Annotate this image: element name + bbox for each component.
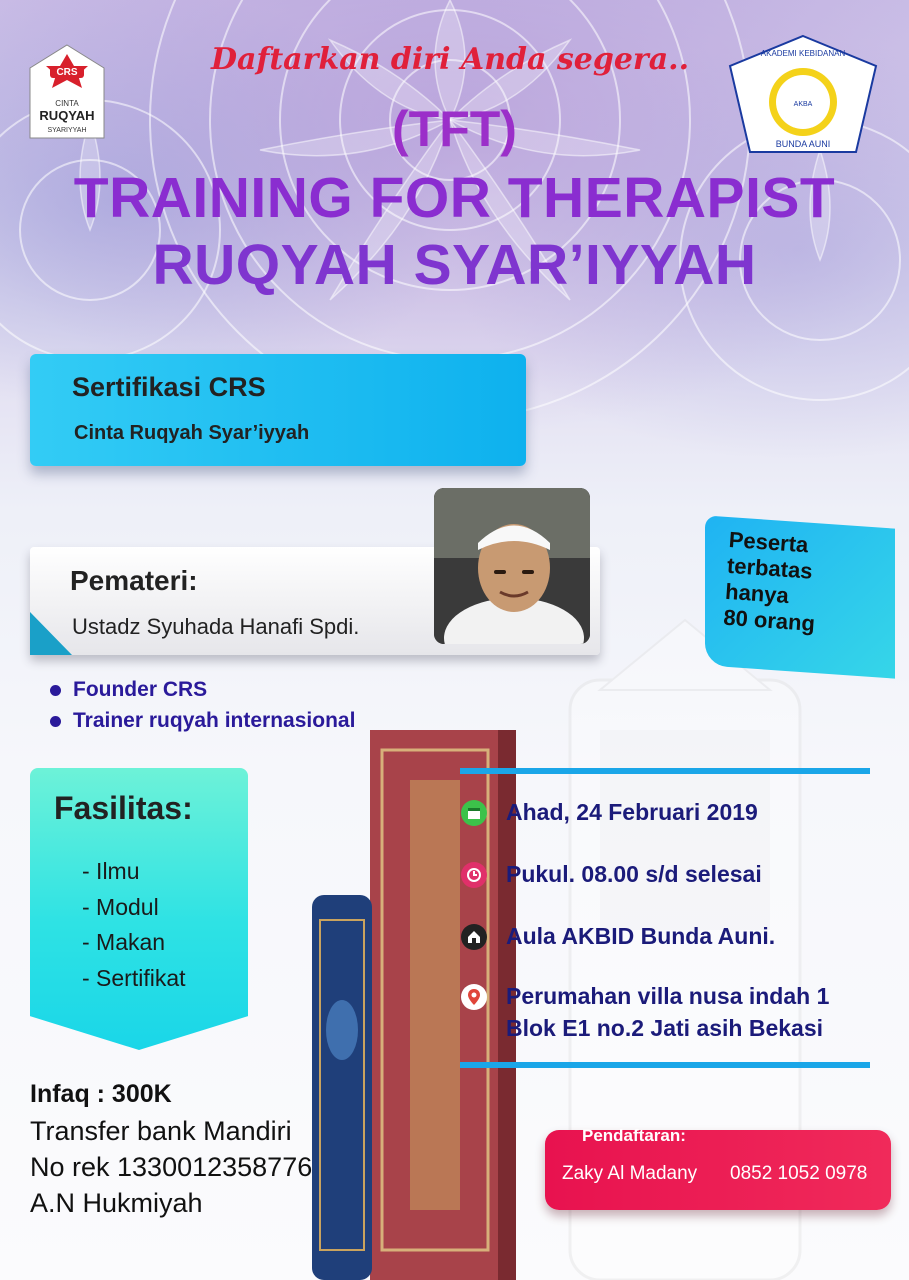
facility-item: - Modul bbox=[82, 894, 159, 920]
main-title-line1: TRAINING FOR THERAPIST bbox=[73, 166, 836, 230]
bullet-dot-icon bbox=[50, 716, 61, 727]
account-number: No rek 1330012358776 bbox=[30, 1152, 313, 1182]
facility-item: - Makan bbox=[82, 929, 166, 955]
acronym-title: (TFT) bbox=[392, 101, 517, 157]
facility-item: - Sertifikat bbox=[82, 965, 186, 991]
certification-banner bbox=[30, 354, 526, 466]
capacity-text bbox=[723, 527, 880, 641]
registration-phone: 0852 1052 0978 bbox=[730, 1163, 868, 1184]
speaker-role-text: Trainer ruqyah internasional bbox=[73, 709, 356, 732]
registration-contact: Zaky Al Madany bbox=[562, 1163, 698, 1184]
tagline: Daftarkan diri Anda segera.. bbox=[210, 42, 690, 77]
location-pin-icon bbox=[461, 984, 487, 1010]
facilities-title: Fasilitas: bbox=[54, 790, 193, 826]
facility-item: - Ilmu bbox=[82, 858, 140, 884]
speaker-portrait-icon bbox=[434, 488, 590, 644]
event-address-line2: Blok E1 no.2 Jati asih Bekasi bbox=[506, 1015, 824, 1041]
account-holder: A.N Hukmiyah bbox=[30, 1188, 203, 1218]
event-venue: Aula AKBID Bunda Auni. bbox=[506, 923, 776, 949]
calendar-icon bbox=[461, 800, 487, 826]
speaker-photo bbox=[434, 488, 590, 644]
speaker-banner-corner bbox=[30, 612, 72, 655]
speaker-label: Pemateri: bbox=[70, 565, 198, 596]
crs-logo-line3: SYARIYYAH bbox=[47, 127, 87, 134]
info-divider-top bbox=[460, 768, 870, 774]
home-icon bbox=[461, 924, 487, 950]
event-date: Ahad, 24 Februari 2019 bbox=[506, 799, 758, 825]
speaker-role-text: Founder CRS bbox=[73, 678, 208, 701]
certification-title: Sertifikasi CRS bbox=[72, 372, 266, 402]
event-time: Pukul. 08.00 s/d selesai bbox=[506, 861, 762, 887]
infaq-fee: Infaq : 300K bbox=[30, 1080, 172, 1108]
info-divider-bottom bbox=[460, 1062, 870, 1068]
capacity-line: hanya bbox=[724, 578, 790, 609]
speaker-role-1 bbox=[50, 678, 207, 702]
registration-label: Pendaftaran: bbox=[582, 1126, 686, 1145]
akbid-logo-bottom: BUNDA AUNI bbox=[775, 139, 831, 149]
certification-subtitle: Cinta Ruqyah Syar’iyyah bbox=[74, 422, 310, 444]
akbid-logo-top: AKADEMI KEBIDANAN bbox=[760, 49, 846, 58]
bank-transfer: Transfer bank Mandiri bbox=[30, 1116, 292, 1146]
capacity-line: 80 orang bbox=[722, 604, 816, 637]
akbid-logo-center: AKBA bbox=[793, 101, 813, 108]
speaker-name: Ustadz Syuhada Hanafi Spdi. bbox=[72, 614, 360, 639]
crs-logo-line1: CINTA bbox=[55, 99, 79, 108]
main-title-line2: RUQYAH SYAR’IYYAH bbox=[152, 233, 757, 297]
capacity-line: Peserta bbox=[728, 526, 810, 558]
capacity-line: terbatas bbox=[726, 552, 814, 584]
crs-logo-line2: RUQYAH bbox=[39, 108, 95, 123]
bullet-dot-icon bbox=[50, 685, 61, 696]
speaker-role-2 bbox=[50, 709, 355, 733]
event-address-line1: Perumahan villa nusa indah 1 bbox=[506, 983, 830, 1009]
clock-icon bbox=[461, 862, 487, 888]
crs-logo-mark: CRS bbox=[56, 67, 78, 78]
